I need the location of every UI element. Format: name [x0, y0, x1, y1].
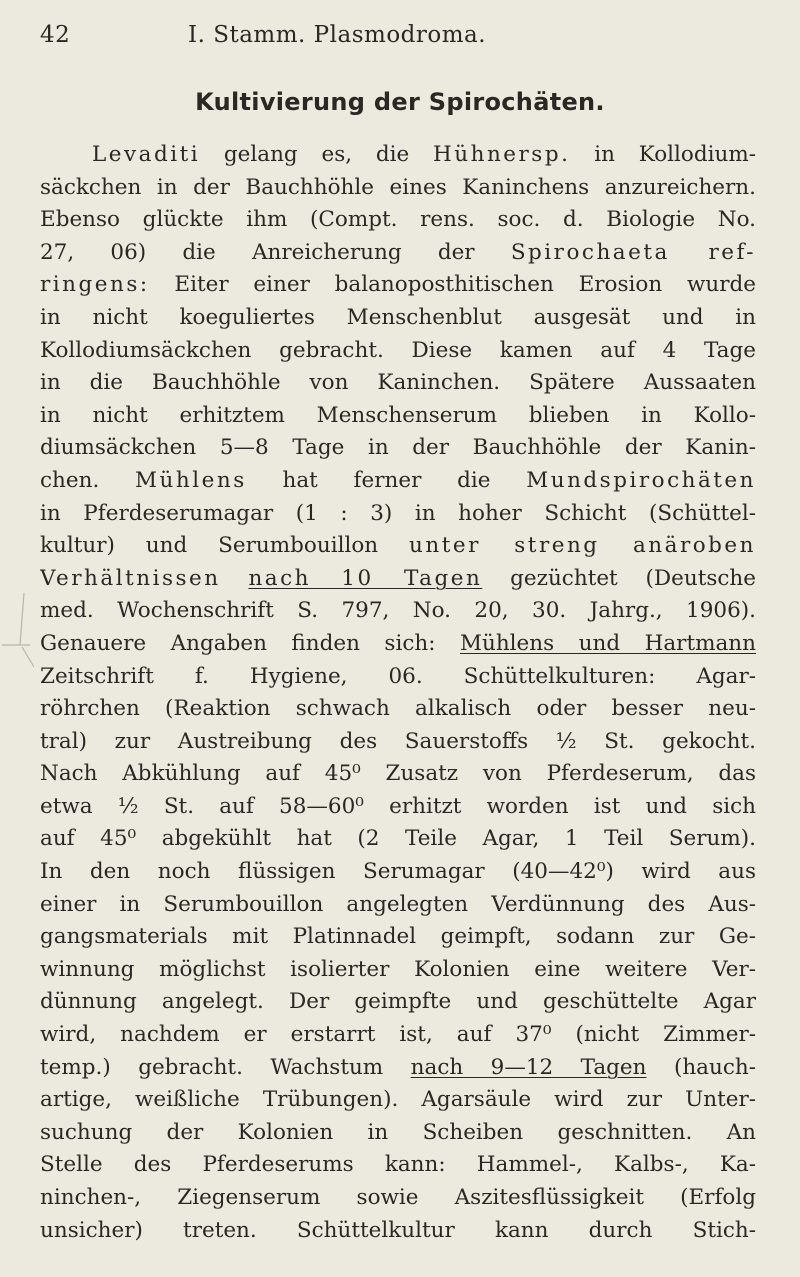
text-segment: wird, nachdem er erstarrt ist, auf 37⁰ (nicht Zimmer-: [40, 1022, 756, 1048]
spaced-name: ringens:: [40, 272, 150, 298]
text-line: [40, 628, 756, 661]
text-segment: temp.) gebracht. Wachstum: [40, 1054, 411, 1080]
text-segment: (hauch-: [646, 1054, 756, 1080]
text-segment: nach 9—12 Tagen: [410, 1054, 647, 1080]
text-line: [40, 921, 756, 954]
page-number: 42: [40, 22, 71, 48]
text-line: [40, 954, 756, 987]
text-segment: Kollodiumsäckchen gebracht. Diese kamen auf 4 Tage: [40, 337, 756, 363]
text-segment: auf 45⁰ abgekühlt hat (2 Teile Agar, 1 Teil Serum).: [40, 826, 756, 852]
text-line: [40, 400, 756, 433]
text-segment: gelang es, die: [200, 142, 433, 167]
text-segment: Ebenso glückte ihm (Compt. rens. soc. d. Biologie No.: [40, 207, 756, 233]
text-segment: röhrchen (Reaktion schwach alkalisch oder besser neu-: [40, 696, 756, 722]
text-segment: In den noch flüssigen Serumagar (40—42⁰) wird aus: [40, 859, 756, 885]
text-segment: hat ferner die: [246, 467, 527, 493]
spaced-name: Verhältnissen: [40, 565, 221, 591]
text-segment: Zeitschrift f. Hygiene, 06. Schüttelkulturen: Agar-: [40, 663, 756, 689]
text-segment: Mühlens und Hartmann: [459, 630, 756, 656]
text-line: [40, 302, 756, 335]
spaced-name: Spirochaeta ref-: [510, 239, 756, 265]
text-line: [40, 237, 756, 270]
text-line: [40, 204, 756, 237]
text-segment: dünnung angelegt. Der geimpfte und geschüttelte Agar: [40, 989, 756, 1015]
text-segment: einer in Serumbouillon angelegten Verdünnung des Aus-: [40, 891, 756, 917]
text-segment: unsicher) treten. Schüttelkultur kann durch Stich-: [40, 1217, 756, 1243]
text-line: [40, 465, 756, 498]
text-segment: gangsmaterials mit Platinnadel geimpft, sodann zur Ge-: [40, 924, 756, 950]
text-line: [40, 1117, 756, 1150]
text-line: [40, 269, 756, 302]
running-title: I. Stamm. Plasmodroma.: [188, 22, 487, 48]
text-line: [40, 661, 756, 694]
text-line: [40, 1019, 756, 1052]
text-segment: med. Wochenschrift S. 797, No. 20, 30. Jahrg., 1906).: [40, 598, 756, 624]
text-line: [40, 335, 756, 368]
margin-pencil-mark: [0, 585, 34, 695]
text-segment: etwa ½ St. auf 58—60⁰ erhitzt worden ist und sich: [40, 793, 756, 819]
text-segment: [221, 566, 249, 591]
text-line: [40, 563, 756, 596]
text-line: [40, 889, 756, 922]
text-line: [40, 172, 756, 205]
text-line: [40, 758, 756, 791]
spaced-name: Mundspirochäten: [526, 467, 756, 493]
body-paragraph: [40, 139, 756, 1247]
text-line: [40, 1084, 756, 1117]
text-segment: in die Bauchhöhle von Kaninchen. Spätere Aussaaten: [40, 370, 756, 396]
text-line: [40, 823, 756, 856]
spaced-name: Hühnersp.: [433, 142, 571, 167]
text-line: [40, 693, 756, 726]
text-segment: in Kollodium-: [570, 142, 756, 167]
text-segment: säckchen in der Bauchhöhle eines Kaninchens anzureichern.: [40, 174, 756, 200]
text-line: [40, 432, 756, 465]
text-line: [40, 856, 756, 889]
spaced-name: nach 10 Tagen: [248, 565, 483, 591]
text-line: [40, 1182, 756, 1215]
text-segment: artige, weißliche Trübungen). Agarsäule wird zur Unter-: [40, 1087, 756, 1113]
text-segment: diumsäckchen 5—8 Tage in der Bauchhöhle der Kanin-: [40, 435, 756, 461]
running-head: [40, 22, 560, 52]
text-segment: tral) zur Austreibung des Sauerstoffs ½ St. gekocht.: [40, 728, 756, 754]
spaced-name: Levaditi: [92, 142, 201, 167]
section-title: Kultivierung der Spirochäten.: [195, 88, 605, 116]
text-line: [40, 1215, 756, 1248]
text-line: [40, 498, 756, 531]
text-segment: Nach Abkühlung auf 45⁰ Zusatz von Pferdeserum, das: [40, 761, 756, 787]
text-segment: winnung möglichst isolierter Kolonien eine weitere Ver-: [40, 956, 756, 982]
text-line: [40, 367, 756, 400]
text-segment: suchung der Kolonien in Scheiben geschnitten. An: [40, 1119, 756, 1145]
text-segment: ninchen-, Ziegenserum sowie Aszitesflüssigkeit (Erfolg: [40, 1185, 756, 1210]
text-segment: Genauere Angaben finden sich:: [40, 630, 460, 656]
text-segment: chen.: [40, 467, 136, 493]
text-line: [40, 986, 756, 1019]
text-segment: 27, 06) die Anreicherung der: [40, 239, 511, 265]
text-segment: in Pferdeserumagar (1 : 3) in hoher Schicht (Schüttel-: [40, 500, 756, 526]
text-line: [40, 726, 756, 759]
spaced-name: unter streng anäroben: [409, 533, 756, 559]
text-line: [40, 139, 756, 172]
text-line: [40, 530, 756, 563]
text-line: [40, 1052, 756, 1085]
text-segment: Stelle des Pferdeserums kann: Hammel-, Kalbs-, Ka-: [40, 1152, 756, 1178]
text-line: [40, 595, 756, 628]
text-line: [40, 791, 756, 824]
text-segment: in nicht erhitztem Menschenserum blieben in Kollo-: [40, 402, 756, 428]
text-segment: gezüchtet (Deutsche: [482, 565, 756, 591]
text-segment: Eiter einer balanoposthitischen Erosion wurde: [149, 272, 756, 298]
text-line: [40, 1149, 756, 1182]
text-segment: kultur) und Serumbouillon: [40, 533, 410, 559]
spaced-name: Mühlens: [135, 467, 247, 493]
text-segment: in nicht koeguliertes Menschenblut ausgesät und in: [40, 304, 756, 330]
